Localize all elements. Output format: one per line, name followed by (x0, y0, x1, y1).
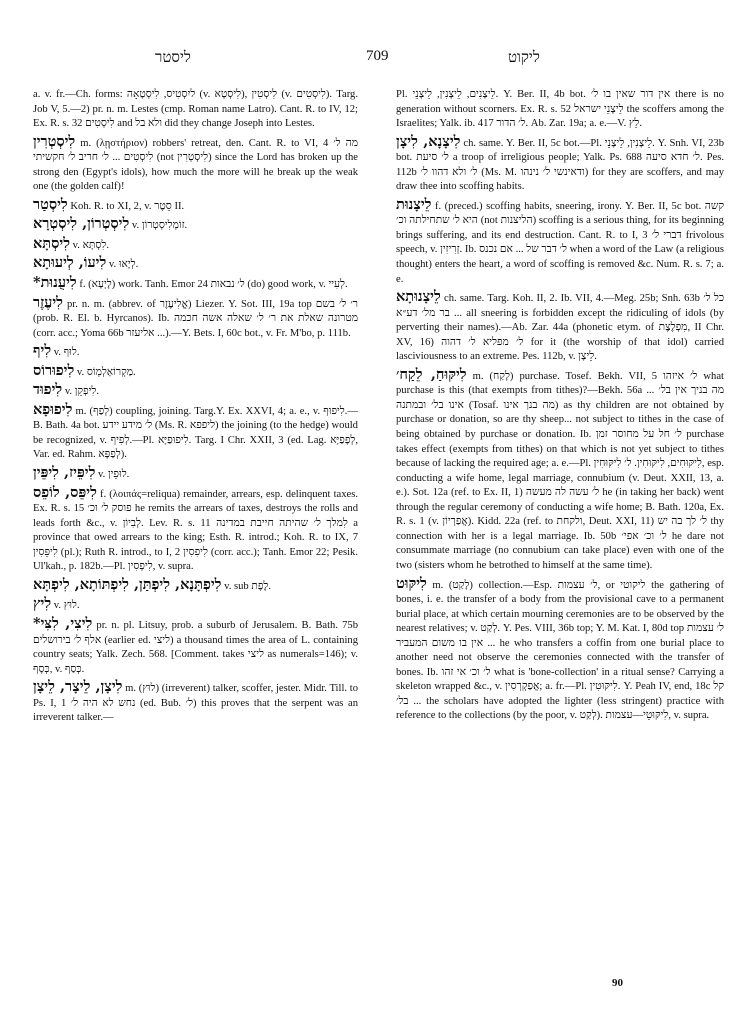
entry-headword: לִיסְטְרוֹן, לִיסְטְרָא (33, 215, 130, 233)
entry-headword: לִיפֵּיז, לִיפֵּין (33, 464, 96, 482)
entry-text: ch. same. Y. Ber. II, 5c bot.—Pl. לֵיצָנִין, לֵיצָנֵי. Y. Snh. VI, 23b bot. ל׳ סיעת a troop of irreligious people; Yalk. Ps. 688 ל׳ חדא סיעה. Pes. 112b ל׳ ולא דהוו ל׳ (Ms. M. ודאינשי ל׳ נינהו) for they are scoffers, and may draw thee into scoffing habits. (396, 137, 725, 193)
dictionary-entry (33, 274, 358, 293)
dictionary-entry (396, 196, 724, 287)
entry-headword: *לִיצִי, לִצִּי (33, 614, 93, 632)
dictionary-entry (33, 196, 358, 215)
running-head-left: ליסטר (155, 50, 191, 66)
entry-text: v. לוּץ. (53, 600, 80, 612)
dictionary-entry (33, 133, 358, 195)
entry-headword: לִיקּוּט (396, 574, 427, 592)
entry-headword: לִיץ (33, 595, 52, 613)
dictionary-entry (33, 235, 358, 254)
entry-headword: לִיסְטְרִין (33, 132, 76, 150)
entry-headword: לִיסְתָּא (33, 234, 70, 252)
entry-text: m. (לָקַט) collection.—Esp. ל׳ עצמות, or ליקוטי the gathering of bones, i. e. the transfer of a body from the provisional cave to a permanent burial place, at which certain mourning ceremonies are to be observed by the nearest relatives; v. לְקַט. Y. Pes. VIII, 36b top; Y. M. Kat. I, 80d top ל׳ עצמות ... אין בו משום המעביר he who transfers a coffin from one burial place to another need not observe the ceremonies connected with the transfer of bones. Ib. ל׳ וכ׳ אי זהו what is 'bone-collection' in a ritual sense? Carrying a skeleton wrapped &c., v. אֲפַקְרְסִין; a. fr.—Pl. לִיקּוּטִין. Y. Peah IV, end, 18c קל ... בל׳ the scholars have adopted the lighter (less stringent) practice with reference to the collections (by the poor, v. לְקַט). לִיקּוּטֵי—עצמות, v. supra. (396, 579, 725, 722)
entry-text: v. זוֹמְלִיסְטְרוֹן. (131, 220, 188, 232)
entry-text: Pl. לֵיצָנִים, לֵיצָנִין, לֵיצָנֵי. Y. Ber. II, 4b bot. אין דור שאין בו ל׳ there is no generation without scorners. Ex. R. s. 52 לֵיצָנֵי ישראל the scoffers among the Israelites; Yalk. ib. 417 ל׳ הדור. Ab. Zar. 19a; a. e.—V. לֵץ. (396, 89, 725, 130)
entry-text: f. (preced.) scoffing habits, sneering, irony. Y. Ber. II, 5c bot. קשה היא ל׳ שתחילתה וכ׳ (not הליצנות) scoffing is a serious thing, for its beginning brings suffering, and its end destruction. Cant. R. to I, 3 דברי ל׳ frivolous speech, v. זְרִיזִין. Ib. ל׳ דבר של ... אם נכנס when a word of the Law (a religious thought) enters the heart, a word of scoffing is removed &c. Num. R. s. 7; a. e. (396, 200, 725, 285)
dictionary-entry (33, 484, 358, 575)
entry-text: v. לְיָאוּ. (108, 259, 139, 271)
entry-text: m. (לְפַף) coupling, joining. Targ.Y. Ex. XXVI, 4; a. e., v. לִיפוּף.—B. Bath. 4a bot. ל׳ מידע יידע (Ms. R. ליפפא) the joining (to the hedge) would be recognized, v. לְפִיף.—Pl. לִיפוּפַיָּא. Targ. I Chr. XXII, 3 (ed. Lag. לְפָפַיָּא, Var. ed. Rahm. לְפַפָּא). (33, 405, 358, 461)
column-gutter (376, 90, 377, 970)
entry-text: pr. n. pl. Litsuy, prob. a suburb of Jerusalem. B. Bath. 75b אלף ל׳ בירושלים (earlier ed. ליצי) a thousand times the area of L. containing country seats; Yalk. Zech. 568. [Comment. takes ליצי as numerals=146); v. כְּסָף, v. כְּסַף. (33, 619, 358, 675)
dictionary-entry (33, 362, 358, 381)
entry-headword: לֵיצָנוּת (396, 195, 432, 213)
dictionary-entry (33, 576, 358, 595)
dictionary-entry (396, 575, 724, 724)
entry-text: v. מַקְרוֹאַלְמְוֹס. (76, 366, 136, 378)
dictionary-entry (33, 401, 358, 463)
entry-headword: לִיפֵּס, לוֹפֵס (33, 483, 97, 501)
entry-text: v. לוּפֵין. (98, 469, 130, 481)
entry-text: v. לִיפְקֵן. (64, 386, 100, 398)
entry-text: m. (λῃστήριον) robbers' retreat, den. Cant. R. to VI, 4 מה ל׳ לִיסְטִים ... ל׳ חריב ל׳ חקשיתי (not לִיסְטְרִין) since the Lord has broken up the strong den (Egypt's idols), how much the more will he break up the weak one (the golden calf)! (33, 137, 358, 193)
entry-headword: לִיף (33, 342, 52, 360)
entry-text: v. לוּף. (53, 347, 80, 359)
dictionary-entry (33, 464, 358, 483)
entry-text: f. (לָיְעָא) work. Tanh. Emor 24 ל׳ נבאות (do) good work, v. לְעִיי. (79, 279, 348, 291)
dictionary-entry (33, 595, 358, 614)
entry-headword: לִיפוּרוֹס (33, 361, 75, 379)
entry-text: f. (λοιπάς=reliqua) remainder, arrears, esp. delinquent taxes. Ex. R. s. 15 פוסק ל׳ וכ׳ he remits the arrears of taxes, destroys the rolls and leads forth &c., v. לְבִיוֹן. Lev. R. s. 11 לִמלך ל׳ שהיתה חייבת במדינה a province that owed arrears to the king; Esth. R. introd.; Koh. R. to IX, 7 לִיפֵּסִין (pl.); Ruth R. introd., to I, 2 לִיפִסִין (corr. acc.); Tanh. Emor 22; Pesik. Ul'kah., p. 182b.—Pl. לִיפְסִין, v. supra. (33, 488, 358, 573)
entry-headword: לִיפְתָּנָא, לִיפְתַּן, לִיפְתּוֹתָא, לִיפְתָּא (33, 575, 222, 593)
entry-headword: לִיפוּפָא (33, 400, 73, 418)
dictionary-entry (396, 133, 724, 195)
entry-headword: לֵיצָנוּתָא (396, 288, 441, 306)
entry-text: a. v. fr.—Ch. forms: ליִסְטִיס, לִיסְטָאָה (v. לִיסְטָא), לִיסְטִין (v. לִיסְטִים). Targ. Job V, 5.—2) pr. n. m. Lestes (cmp. Roman name Latro). Cant. R. to IV, 12; Ex. R. s. 32 לִיסְטִים and ולא בל did they change Joseph into Lestes. (33, 89, 358, 130)
dictionary-entry (33, 88, 358, 132)
right-column (396, 88, 724, 725)
entry-text: m. (לָקַח) purchase. Tosef. Bekh. VII, 5 ל׳ איזהו what purchase is this (that exempts from tithes)?—Bekh. 56a מה בניך אין בל׳ ... אינו בל׳ ובמתנה (Tosaf. מה בנך אינו) as thy children are not obtained by purchase or donation, so are thy sheep... not subject to tithes in the case of being obtained by purchase or donation. Ib. ל׳ חל על מחוסר זמן purchase takes effect (exempts from tithes) on that which is not yet subject to tithes because of lacking the required age; a. e.—Pl. לִיקּוּחִים, לִיקּוּחִין. ל׳ לִיקּוּחִין, esp. conducting a wife home, legal marriage, connubium (v. Deut. XXII, 13, a. e.). Sot. 12a (ref. to Ex. II, 1) ל׳ עשה לה מעשה he (in taking her back) went through the regular ceremony of conducting a wife home; B. Bath. 120a, Ex. R. s. 1 (v. אֲפַרְיוֹן). Kidd. 22a (ref. to ולקחת, Deut. XXI, 11) ל׳ לך בה יש thy connection with her is a legal marriage. Ib. 50b ל׳ וכ׳ אפי׳ he dare not consummate marriage (no connubium can take place) even with one of the two (sisters whom he betrothed to himself at the same time). (396, 370, 725, 571)
dictionary-entry (396, 288, 724, 365)
entry-headword: לִיצָן, לֵיצָר, לֵיצָן (33, 678, 123, 696)
dictionary-entry (33, 381, 358, 400)
entry-headword: לִיעֶזֶר (33, 293, 63, 311)
entry-headword: לִיצָנָא, לִיצָן (396, 132, 461, 150)
dictionary-entry (33, 342, 358, 361)
dictionary-entry (33, 678, 358, 726)
entry-headword: לִיפוּד (33, 381, 63, 399)
entry-text: v. לִסְתָּא. (72, 239, 110, 251)
running-head-right: ליקוט (508, 50, 540, 66)
entry-text: Koh. R. to XI, 2, v. סֵטֶר II. (70, 200, 185, 212)
left-column (33, 88, 358, 727)
entry-headword: לִיסְטַר (33, 195, 68, 213)
entry-text: ch. same. Targ. Koh. II, 2. Ib. VII, 4.—Meg. 25b; Snh. 63b כל ל׳ ... בר מל׳ דע״א all sneering is forbidden except the ridiculing of idols (by perverting their names).—Ab. Zar. 44a (phonetic etym. of מִפְלֶצֶת, II Chr. XV, 16) ל׳ מפליא ל׳ דהוה for it (the worship of that idol) carried lasciviousness to an extreme. Pes. 112b, v. לֵיצָן. (396, 293, 725, 363)
entry-text: m. (לוּץ) (irreverent) talker, scoffer, jester. Midr. Till. to Ps. I, 1 נחש לא היה ל׳ (ed. Bub. ל׳) this proves that the serpent was an irreverent talker.— (33, 683, 358, 724)
entry-headword: לִיקּוּחַ, לֵקַח׳ (396, 365, 467, 383)
entry-headword: לִיעוֹ, לְיעוּתָא (33, 254, 107, 272)
dictionary-entry (33, 615, 358, 677)
signature-number: 90 (612, 977, 623, 989)
entry-headword: *לִיעֻנוּת (33, 274, 77, 292)
entry-text: pr. n. m. (abbrev. of אֱלִיעֶזֶר) Liezer. Y. Sot. III, 19a top ר׳ ל׳ בשם (prob. R. El. b. Hyrcanos). Ib. מטרונה שאלת את ר׳ ל׳ שאלה אשה חכמה (corr. acc.; Yoma 66b אליעזר ...).—Y. Bets. I, 60c bot., v. Fr. M'bo, p. 111b. (33, 298, 358, 339)
dictionary-entry (33, 254, 358, 273)
dictionary-entry (33, 215, 358, 234)
entry-text: v. sub לֶפֶת. (224, 580, 272, 592)
dictionary-entry (396, 88, 724, 132)
dictionary-entry (396, 366, 724, 574)
page-header (40, 44, 714, 68)
dictionary-entry (33, 294, 358, 342)
page-number: 709 (366, 48, 389, 64)
